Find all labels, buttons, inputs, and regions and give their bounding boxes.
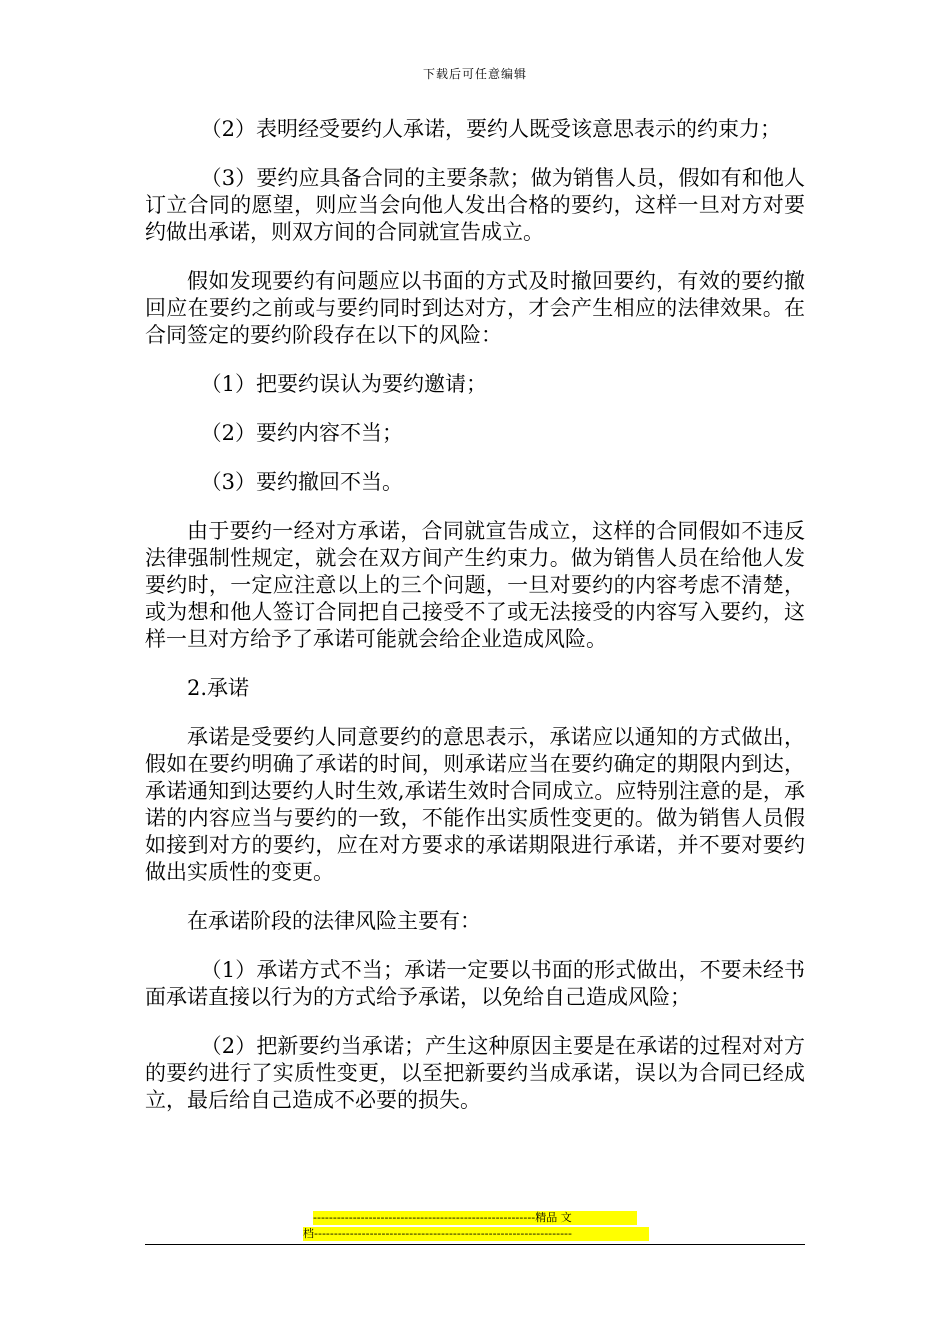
paragraph-6: （3）要约撤回不当。: [200, 470, 404, 494]
paragraph-10: （1）承诺方式不当；承诺一定要以书面的形式做出，不要未经书面承诺直接以行为的方式给予承诺，以免给自己造成风险；: [145, 958, 805, 1009]
paragraph-1: （2）表明经受要约人承诺，要约人既受该意思表示的约束力；: [200, 117, 781, 141]
footer-divider: [145, 1244, 805, 1245]
document-body: [145, 116, 805, 1136]
paragraph-8: 承诺是受要约人同意要约的意思表示，承诺应以通知的方式做出，假如在要约明确了承诺的时间，则承诺应当在要约确定的期限内到达，承诺通知到达要约人时生效,承诺生效时合同成立。应特别注意的是，承诺的内容应当与要约的一致，不能作出实质性变更的。做为销售人员假如接到对方的要约，应在对方要求的承诺期限进行承诺，并不要对要约做出实质性的变更。: [145, 725, 805, 884]
paragraph-5: （2）要约内容不当；: [200, 421, 404, 445]
footer-watermark-line-2: 档-----------------------------------------------------------------: [303, 1227, 649, 1241]
paragraph-2: （3）要约应具备合同的主要条款；做为销售人员，假如有和他人订立合同的愿望，则应当会向他人发出合格的要约，这样一旦对方对要约做出承诺，则双方间的合同就宣告成立。: [145, 166, 805, 244]
page-header: 下载后可任意编辑: [422, 67, 527, 81]
paragraph-9: 在承诺阶段的法律风险主要有：: [187, 909, 481, 933]
paragraph-11: （2）把新要约当承诺；产生这种原因主要是在承诺的过程对对方的要约进行了实质性变更，以至把新要约当成承诺，误以为合同已经成立，最后给自己造成不必要的损失。: [145, 1034, 805, 1112]
section-heading: 2.承诺: [187, 676, 250, 700]
footer-watermark-line-1: --------------------------------------------------------精品 文: [313, 1211, 637, 1225]
paragraph-3: 假如发现要约有问题应以书面的方式及时撤回要约，有效的要约撤回应在要约之前或与要约同时到达对方，才会产生相应的法律效果。在合同签定的要约阶段存在以下的风险：: [145, 269, 805, 347]
paragraph-4: （1）把要约误认为要约邀请；: [200, 372, 488, 396]
paragraph-7: 由于要约一经对方承诺，合同就宣告成立，这样的合同假如不违反法律强制性规定，就会在双方间产生约束力。做为销售人员在给他人发要约时，一定应注意以上的三个问题，一旦对要约的内容考虑不清楚，或为想和他人签订合同把自己接受不了或无法接受的内容写入要约，这样一旦对方给予了承诺可能就会给企业造成风险。: [145, 519, 805, 651]
